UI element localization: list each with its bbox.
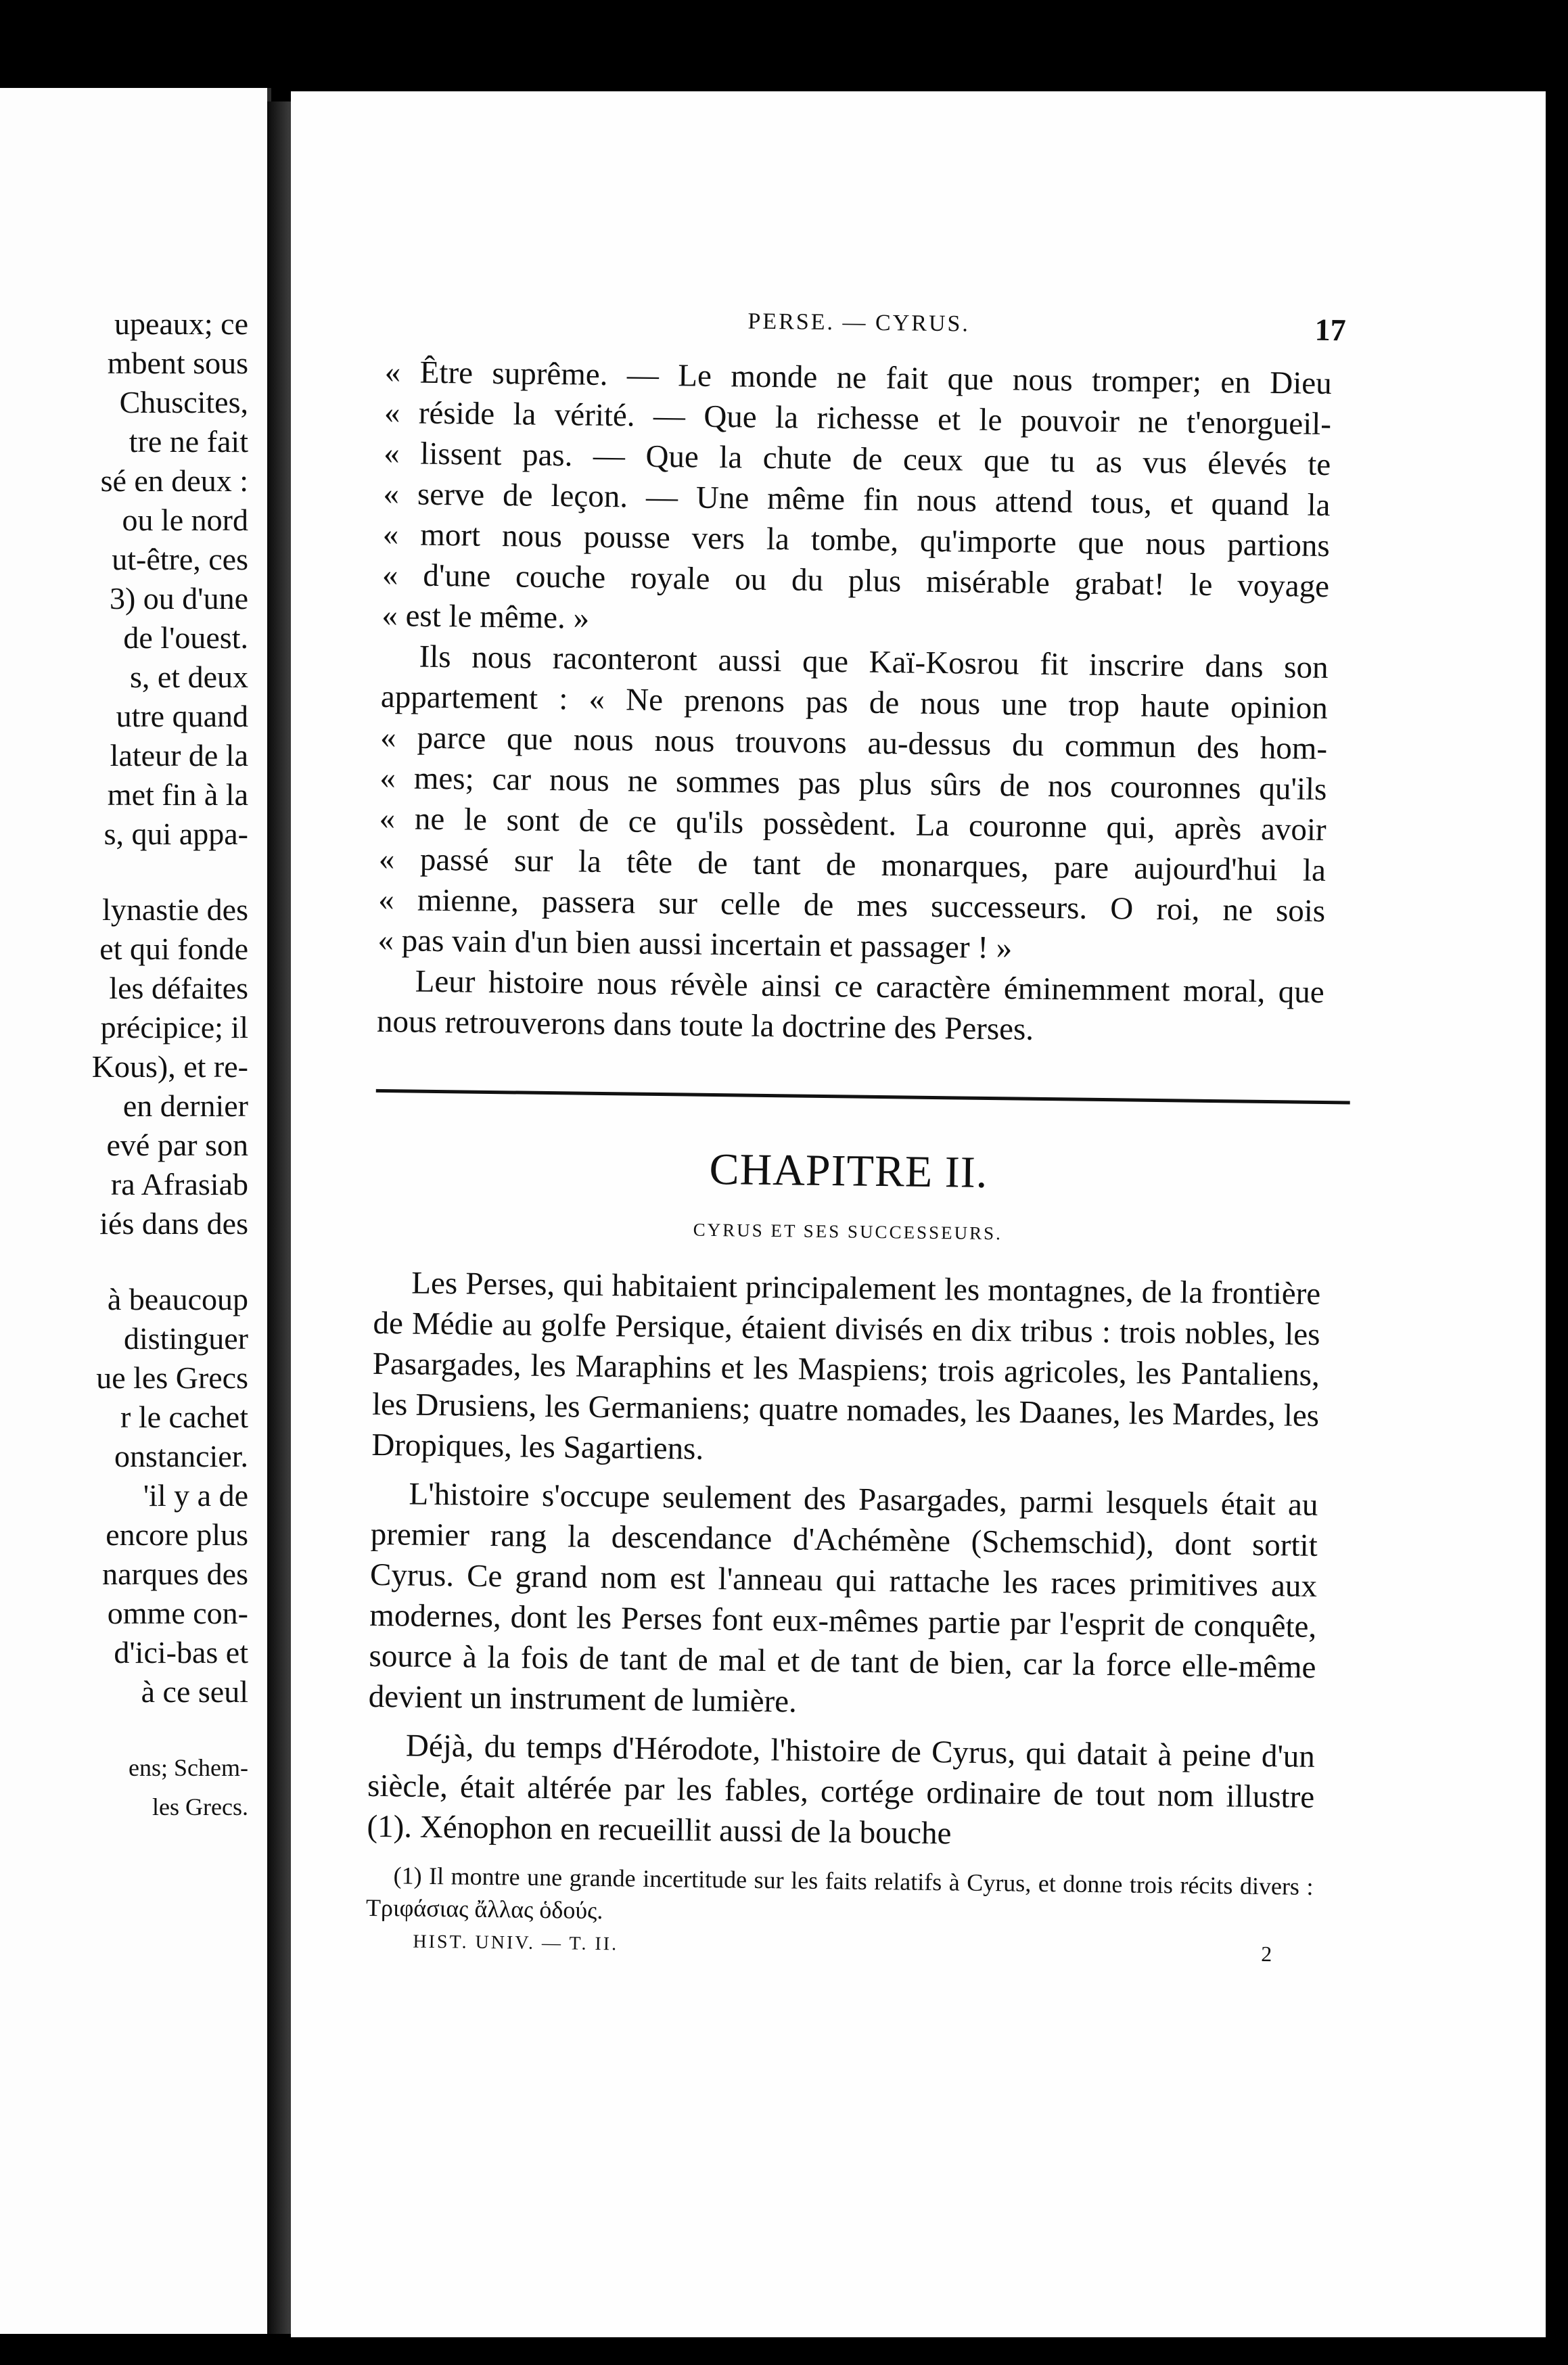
left-page-line: s, et deux — [129, 660, 248, 694]
paragraph-perses: Les Perses, qui habitaient principalement les montagnes, de la frontière de Médie au golfe Persique, étaient divisés en dix tribus : trois nobles, les Pasargades, les Maraphins et les Maspiens; trois agricoles, les Pantaliens, les Drusiens, les Germaniens; quatre nomades, les Daanes, les Mardes, les Dropiques, les Sagartiens. — [371, 1265, 1321, 1467]
left-page-line: encore plus — [106, 1517, 248, 1552]
left-page-line: précipice; il — [100, 1010, 248, 1044]
left-page-line: Kous), et re- — [91, 1049, 248, 1084]
left-page-line: ut-être, ces — [112, 542, 248, 576]
quote-line: « est le même. » — [382, 597, 590, 636]
left-page-line: d'ici-bas et — [114, 1635, 248, 1670]
paragraph-line: « passé sur la tête de tant de monarques, pare aujourd'hui la — [378, 841, 1327, 889]
left-page-line: utre quand — [116, 699, 248, 733]
left-page-line: r le cachet — [120, 1400, 248, 1434]
left-page-fragments — [0, 304, 267, 1827]
left-page-line: met fin à la — [107, 777, 248, 812]
left-page-line: iés dans des — [99, 1206, 248, 1241]
chapter-title: CHAPITRE II. — [709, 1144, 988, 1197]
quote-block — [382, 352, 1332, 647]
quote-line: « Être suprême. — Le monde ne fait que nous tromper; en Dieu — [384, 354, 1332, 402]
quote-line: « mort nous pousse vers la tombe, qu'importe que nous partions — [382, 516, 1331, 564]
paragraph-line: « pas vain d'un bien aussi incertain et passager ! » — [377, 922, 1013, 966]
left-page-line: ue les Grecs — [96, 1360, 248, 1395]
left-page-line: lynastie des — [102, 892, 248, 927]
chapter-subtitle: CYRUS ET SES SUCCESSEURS. — [693, 1219, 1003, 1244]
paragraph-history: Leur histoire nous révèle ainsi ce caractère éminemment moral, que nous retrouverons dans toute la doctrine des Perses. — [376, 963, 1324, 1047]
book-page — [291, 91, 1546, 2337]
left-page-line: tre ne fait — [129, 424, 248, 459]
left-page-line: les défaites — [109, 971, 248, 1005]
paragraph-line: « ne le sont de ce qu'ils possèdent. La couronne qui, après avoir — [379, 800, 1327, 848]
paragraph-herodote: Déjà, du temps d'Hérodote, l'histoire de Cyrus, qui datait à peine d'un siècle, était altérée par les fables, cortége ordinaire de tout nom illustre (1). Xénophon en recueillit aussi de la bouche — [367, 1728, 1316, 1852]
paragraph-line: « parce que nous nous trouvons au-dessus du commun des hom- — [379, 719, 1328, 767]
left-page-line: et qui fonde — [99, 932, 248, 966]
left-page-line: 'il y a de — [143, 1478, 248, 1513]
left-page-line: 3) ou d'une — [109, 581, 248, 616]
left-page-line: s, qui appa- — [103, 817, 248, 851]
previous-page-edge — [0, 88, 271, 2334]
footnote: (1) Il montre une grande incertitude sur les faits relatifs à Cyrus, et donne trois récits divers : Τριφάσιας ἄλλας ὁδούς. — [365, 1862, 1314, 1925]
left-page-line: upeaux; ce — [114, 306, 248, 341]
left-page-line: mbent sous — [107, 346, 248, 380]
paragraph-line: Ils nous raconteront aussi que Kaï-Kosrou fit inscrire dans son — [419, 639, 1329, 686]
paragraph-line: « mienne, passera sur celle de mes successeurs. O roi, ne sois — [377, 881, 1326, 929]
signature-row — [365, 1931, 1313, 1983]
footnotes — [366, 1859, 1314, 1935]
left-page-line: narques des — [102, 1557, 248, 1591]
left-page-line: à beaucoup — [107, 1282, 248, 1316]
left-page-line: ou le nord — [122, 503, 248, 537]
left-page-line: lateur de la — [110, 738, 248, 773]
paragraph-kai-kosrou — [377, 636, 1329, 972]
quote-line: « d'une couche royale ou du plus misérable grabat! le voyage — [382, 557, 1330, 605]
page-content — [365, 304, 1346, 1983]
left-page-line: omme con- — [107, 1596, 248, 1630]
left-page-note-line: ens; Schem- — [129, 1754, 248, 1781]
page-number: 17 — [1314, 312, 1346, 348]
paragraph-line: « mes; car nous ne sommes pas plus sûrs de nos couronnes qu'ils — [379, 760, 1327, 808]
left-page-line: sé en deux : — [100, 463, 248, 498]
left-page-line: de l'ouest. — [123, 620, 248, 655]
left-page-line: en dernier — [122, 1088, 248, 1123]
left-page-note-line: les Grecs. — [152, 1793, 248, 1820]
left-page-line: Chuscites, — [119, 385, 248, 419]
section-divider — [376, 1089, 1350, 1105]
signature-mark: HIST. UNIV. — T. II. — [413, 1931, 619, 1955]
left-page-line: evé par son — [106, 1128, 248, 1162]
left-page-line: ra Afrasiab — [110, 1167, 248, 1201]
running-head: PERSE. — CYRUS. — [747, 308, 971, 337]
signature-number: 2 — [1261, 1941, 1272, 1967]
paragraph-pasargades: L'histoire s'occupe seulement des Pasargades, parmi lesquels était au premier rang la descendance d'Achémène (Schemschid), dont sortit Cyrus. Ce grand nom est l'anneau qui rattache les races primitives aux modernes, dont les Perses font eux-mêmes partie par l'esprit de conquête, source à la fois de tant de mal et de tant de bien, car la force elle-même devient un instrument de lumière. — [368, 1476, 1318, 1720]
left-page-line: distinguer — [124, 1321, 248, 1356]
paragraph-line: appartement : « Ne prenons pas de nous une trop haute opinion — [380, 679, 1329, 727]
left-page-line: à ce seul — [141, 1674, 248, 1709]
left-page-line: onstancier. — [114, 1439, 248, 1473]
quote-line: « lissent pas. — Que la chute de ceux que tu as vus élevés te — [383, 435, 1331, 483]
quote-line: « réside la vérité. — Que la richesse et le pouvoir ne t'enorgueil- — [384, 394, 1332, 442]
quote-line: « serve de leçon. — Une même fin nous attend tous, et quand la — [383, 476, 1331, 524]
